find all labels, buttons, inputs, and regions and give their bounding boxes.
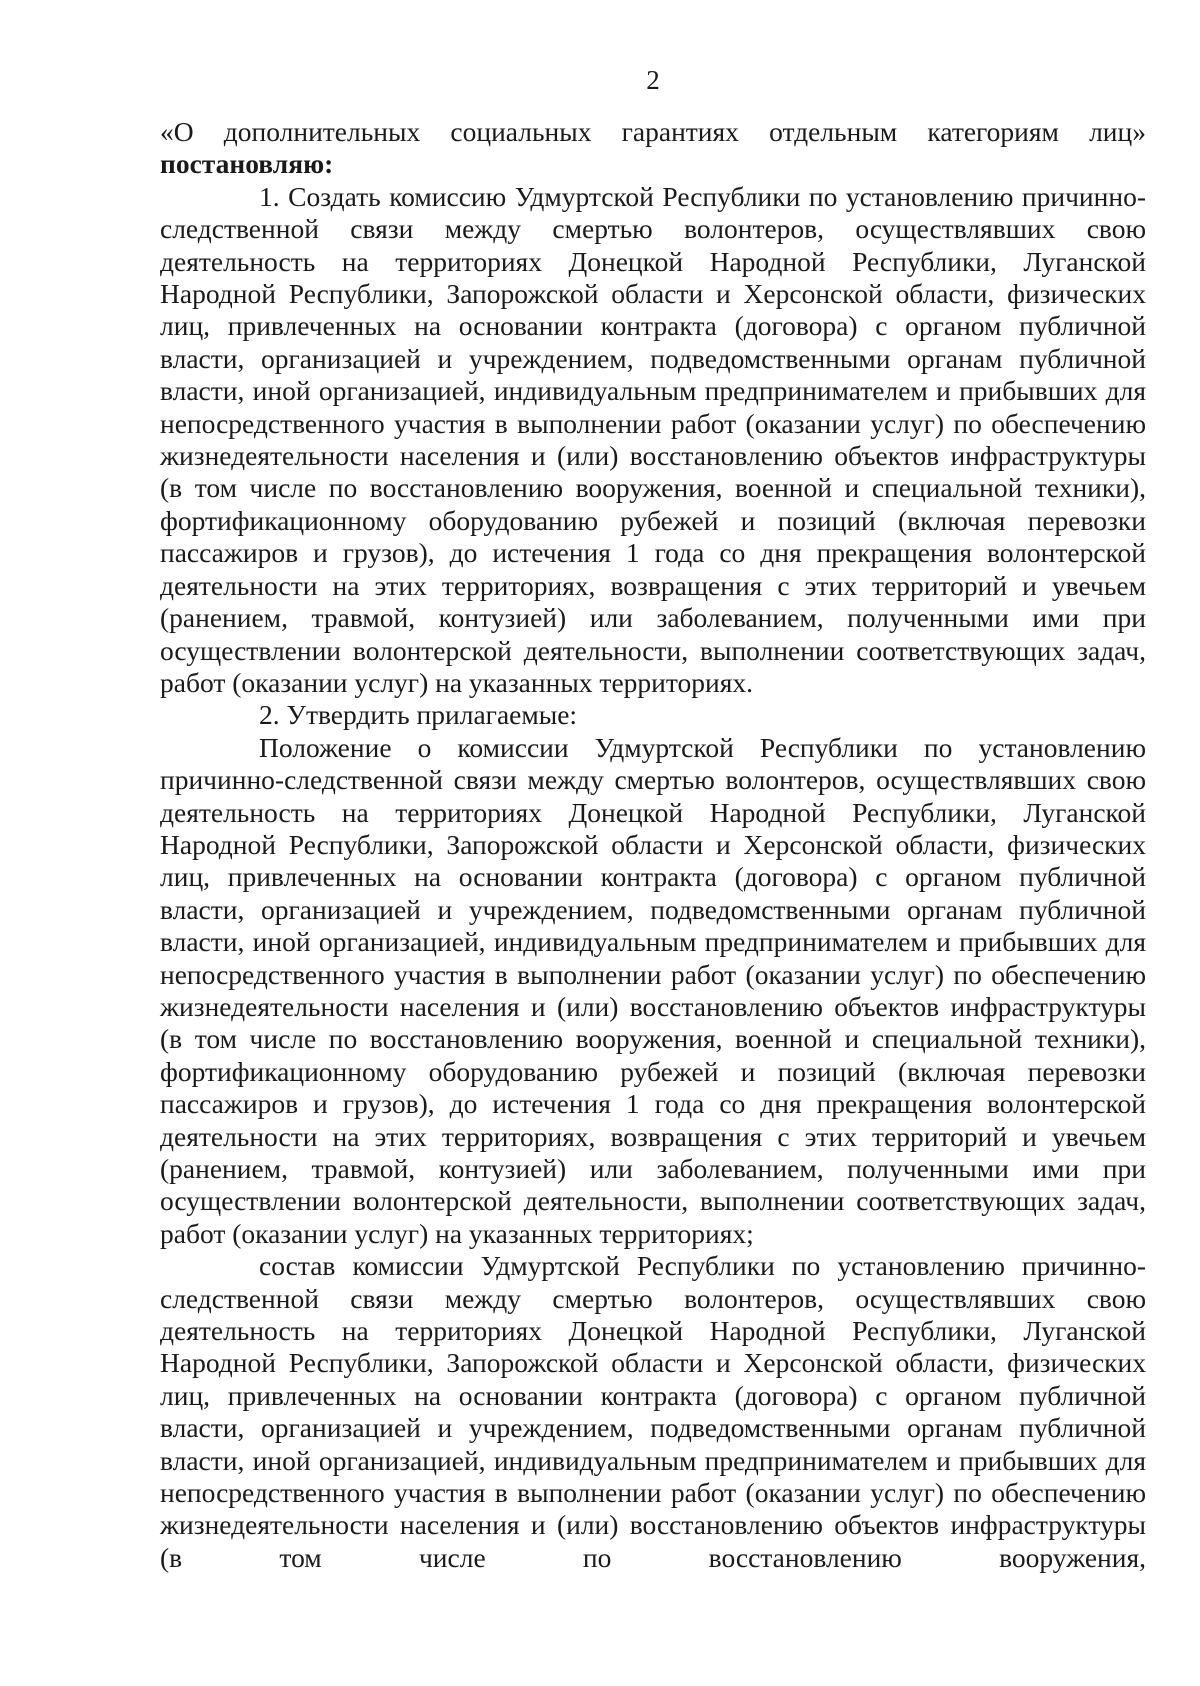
item-1-paragraph: 1. Создать комиссию Удмуртской Республики по установлению причинно-следственной связи между смертью волонтеров, осуществлявших свою деятельность на территориях Донецкой Народной Республики, Луганской Народной Республики, Запорожской области и Херсонской области, физических лиц, привлеченных на основании контракта (договора) с органом публичной власти, организацией и учреждением, подведомственными органам публичной власти, иной организацией, индивидуальным предпринимателем и прибывших для непосредственного участия в выполнении работ (оказании услуг) по обеспечению жизнедеятельности населения и (или) восстановлению объектов инфраструктуры (в том числе по восстановлению вооружения, военной и специальной техники), фортификационному оборудованию рубежей и позиций (включая перевозки пассажиров и грузов), до истечения 1 года со дня прекращения волонтерской деятельности на этих территориях, возвращения с этих территорий и увечьем (ранением, травмой, контузией) или заболеванием, полученными ими при осуществлении волонтерской деятельности, выполнении соответствующих задач, работ (оказании услуг) на указанных территориях. — [160, 180, 1146, 698]
item-2-heading: 2. Утвердить прилагаемые: — [259, 699, 578, 731]
decree-word: постановляю: — [160, 148, 334, 180]
item-2-position-paragraph: Положение о комиссии Удмуртской Республики по установлению причинно-следственной связи между смертью волонтеров, осуществлявших свою деятельность на территориях Донецкой Народной Республики, Луганской Народной Республики, Запорожской области и Херсонской области, физических лиц, привлеченных на основании контракта (договора) с органом публичной власти, организацией и учреждением, подведомственными органам публичной власти, иной организацией, индивидуальным предпринимателем и прибывших для непосредственного участия в выполнении работ (оказании услуг) по обеспечению жизнедеятельности населения и (или) восстановлению объектов инфраструктуры (в том числе по восстановлению вооружения, военной и специальной техники), фортификационному оборудованию рубежей и позиций (включая перевозки пассажиров и грузов), до истечения 1 года со дня прекращения волонтерской деятельности на этих территориях, возвращения с этих территорий и увечьем (ранением, травмой, контузией) или заболеванием, полученными ими при осуществлении волонтерской деятельности, выполнении соответствующих задач, работ (оказании услуг) на указанных территориях; — [160, 731, 1146, 1249]
page-number: 2 — [646, 65, 660, 95]
preamble-line: «О дополнительных социальных гарантиях отдельным категориям лиц» — [160, 116, 1146, 147]
document-page — [160, 64, 1146, 1574]
item-2-composition-paragraph: состав комиссии Удмуртской Республики по установлению причинно-следственной связи между смертью волонтеров, осуществлявших свою деятельность на территориях Донецкой Народной Республики, Луганской Народной Республики, Запорожской области и Херсонской области, физических лиц, привлеченных на основании контракта (договора) с органом публичной власти, организацией и учреждением, подведомственными органам публичной власти, иной организацией, индивидуальным предпринимателем и прибывших для непосредственного участия в выполнении работ (оказании услуг) по обеспечению жизнедеятельности населения и (или) восстановлению объектов инфраструктуры (в том числе по восстановлению вооружения, — [160, 1250, 1146, 1573]
